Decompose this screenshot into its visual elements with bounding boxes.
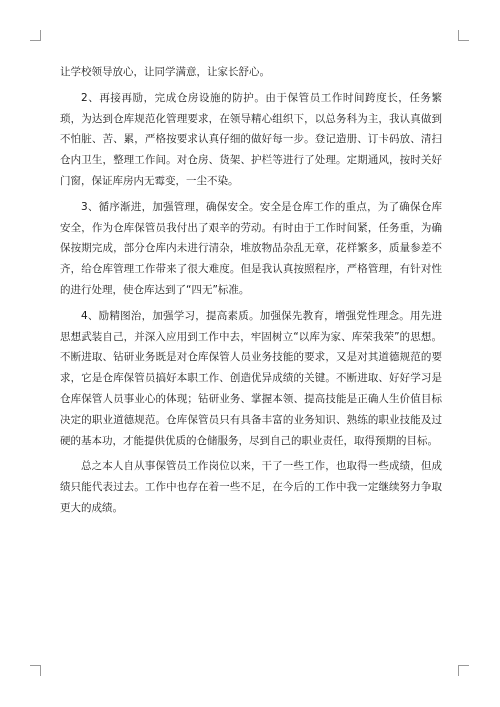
paragraph-facility-protection: 2、再接再励，完成仓房设施的防护。由于保管员工作时间跨度长，任务繁琐，为达到仓库规范化管理要求，在领导精心组织下，以总务科为主，我认真做到不怕脏、苦、累，严格按要求认真仔细的做好每一步。登记造册、订卡码放、清扫仓内卫生，整理工作间。对仓房、货架、护栏等进行了处理。定期通风，按时关好门窗，保证库房内无霉变，一尘不染。 bbox=[60, 91, 442, 187]
crop-mark-top-right bbox=[458, 30, 469, 41]
paragraph-study-improvement: 4、励精图治，加强学习，提高素质。加强保先教育，增强党性理念。用先进思想武装自己，并深入应用到工作中去，牢固树立“以库为家、库荣我荣”的思想。不断进取、钻研业务既是对仓库保管人员业务技能的要求，又是对其道德规范的要求，它是仓库保管员搞好本职工作、创造优异成绩的关键。不断进取、好好学习是仓库保管人员事业心的体现；钻研业务、掌握本领、提高技能是正确人生价值目标决定的职业道德规范。仓库保管员只有具备丰富的业务知识、熟练的职业技能及过硬的基本功，才能提供优质的仓储服务，尽到自己的职业责任，取得预期的目标。 bbox=[60, 309, 442, 447]
crop-mark-bottom-left bbox=[30, 665, 41, 676]
document-body bbox=[60, 62, 442, 524]
paragraph-summary: 总之本人自从事保管员工作岗位以来，干了一些工作，也取得一些成绩，但成绩只能代表过去。工作中也存在着一些不足，在今后的工作中我一定继续努力争取更大的成绩。 bbox=[60, 460, 442, 514]
crop-mark-top-left bbox=[30, 30, 41, 41]
crop-mark-bottom-right bbox=[458, 665, 469, 676]
paragraph-safety-management: 3、循序渐进，加强管理，确保安全。安全是仓库工作的重点，为了确保仓库安全，作为仓库保管员我付出了艰辛的劳动。有时由于工作时间紧，任务重，为确保按期完成，部分仓库内未进行清杂，堆放物品杂乱无章，花样繁多，质量参差不齐，给仓库管理工作带来了很大难度。但是我认真按照程序，严格管理，有针对性的进行处理，使仓库达到了“四无”标准。 bbox=[60, 200, 442, 296]
paragraph-continuation: 让学校领导放心，让同学满意，让家长舒心。 bbox=[60, 66, 270, 78]
